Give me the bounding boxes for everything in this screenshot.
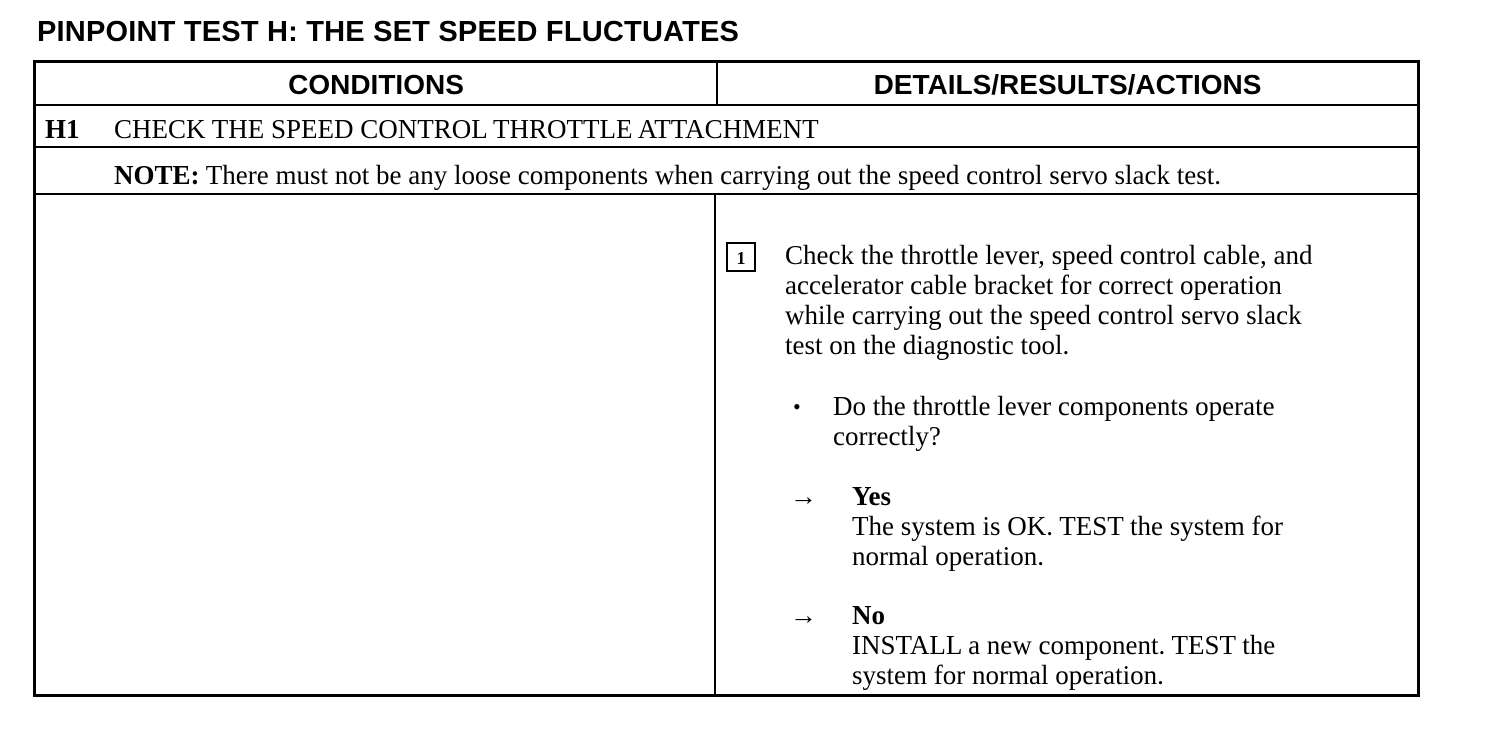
no-answer: No (852, 600, 885, 630)
pinpoint-test-table (33, 60, 1420, 697)
header-rule (36, 104, 1417, 106)
yes-answer: Yes (852, 481, 891, 511)
no-arrow-icon: → (790, 600, 817, 630)
substep-question: Do the throttle lever components operate correctly? (833, 391, 1275, 451)
step-rule (36, 146, 1417, 148)
note (114, 160, 1221, 190)
step-title: CHECK THE SPEED CONTROL THROTTLE ATTACHMENT (114, 114, 819, 144)
substep-instruction: Check the throttle lever, speed control cable, and accelerator cable bracket for correct operation while carrying out the speed control servo slack test on the diagnostic tool. (785, 240, 1313, 360)
page-title: PINPOINT TEST H: THE SET SPEED FLUCTUATES (37, 16, 740, 48)
note-text: There must not be any loose components when carrying out the speed control servo slack test. (205, 160, 1222, 190)
details-header: DETAILS/RESULTS/ACTIONS (873, 69, 1262, 100)
step-id: H1 (45, 114, 80, 144)
conditions-header: CONDITIONS (288, 69, 464, 100)
yes-arrow-icon: → (790, 481, 817, 511)
column-divider-bottom (714, 194, 716, 694)
no-action: INSTALL a new component. TEST the system for normal operation. (852, 630, 1276, 690)
note-rule (36, 193, 1417, 195)
yes-action: The system is OK. TEST the system for normal operation. (852, 511, 1283, 571)
note-label: NOTE: (114, 160, 200, 190)
bullet-icon: • (793, 394, 801, 419)
substep-number-box: 1 (726, 242, 756, 272)
